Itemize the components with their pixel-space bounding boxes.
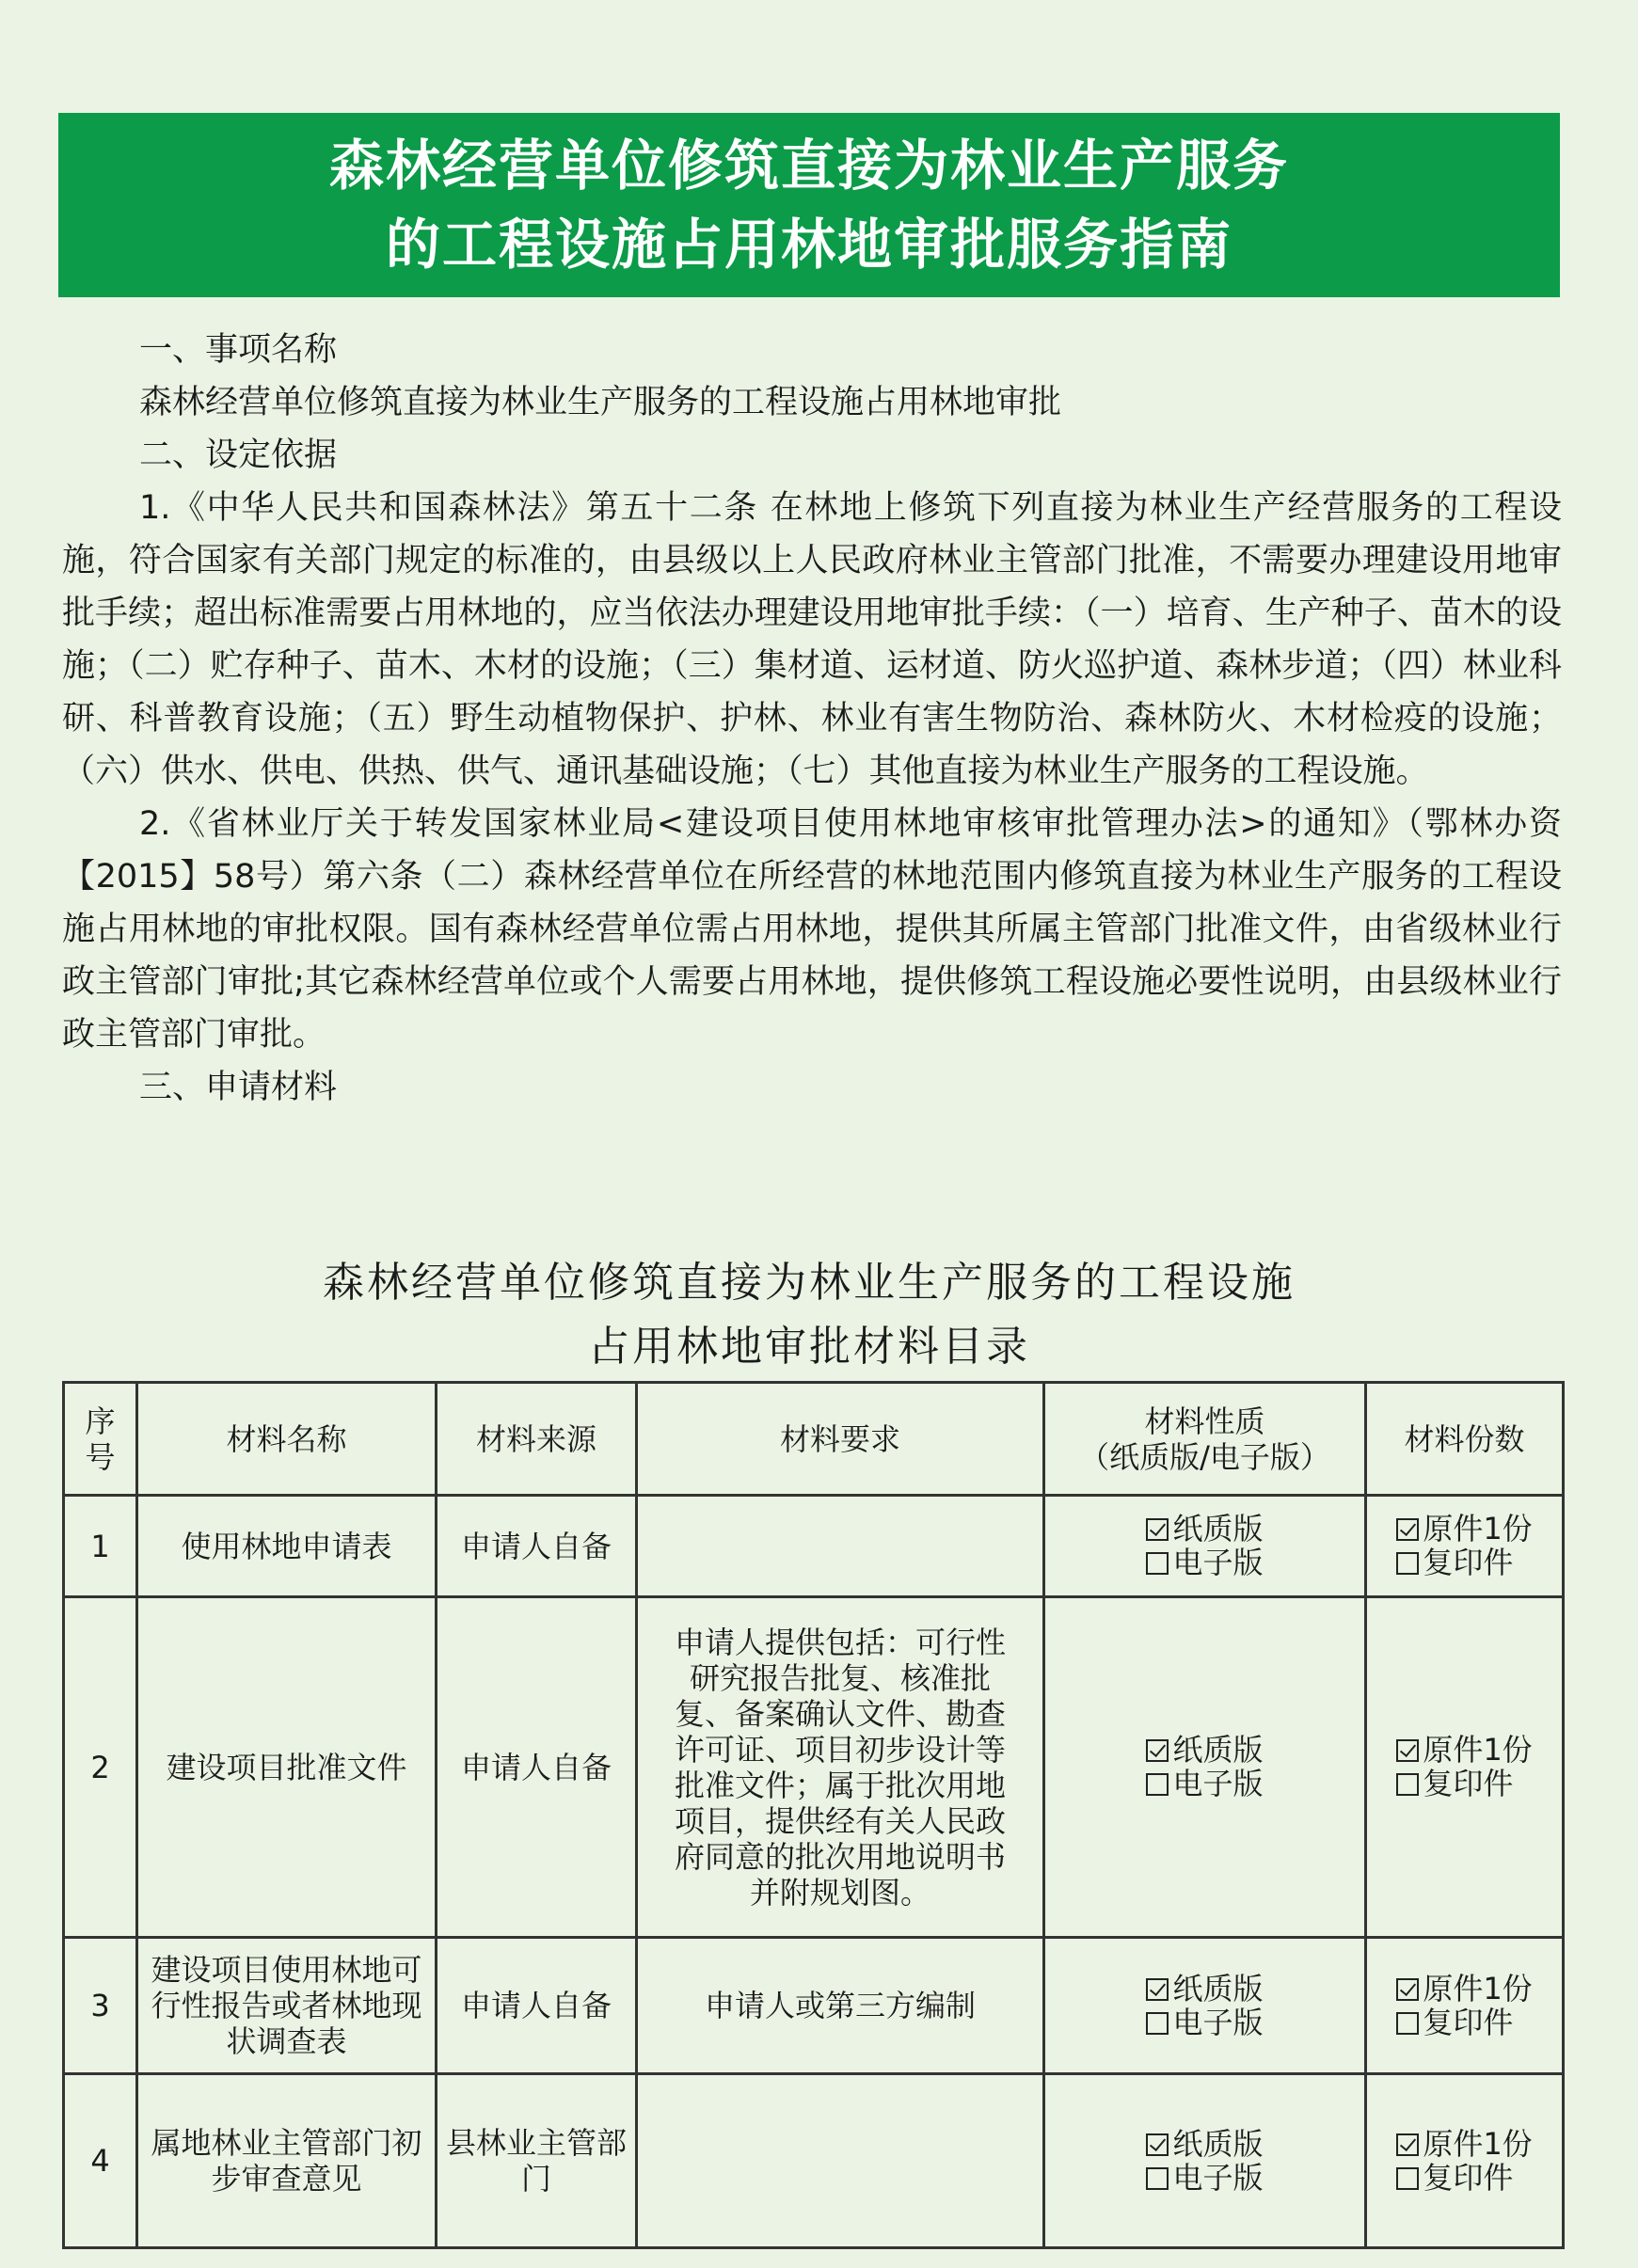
electronic-option: 电子版 — [1146, 1767, 1263, 1800]
table-title-line-2: 占用林地审批材料目录 — [588, 1323, 1030, 1371]
title-line-2: 的工程设施占用林地审批服务指南 — [385, 213, 1232, 277]
table-row — [64, 1496, 1564, 1597]
header-name: 材料名称 — [137, 1383, 437, 1496]
table-row — [64, 2074, 1564, 2248]
row-seq: 4 — [64, 2074, 137, 2248]
row-seq: 3 — [64, 1938, 137, 2074]
row-requirement: 申请人提供包括：可行性研究报告批复、核准批复、备案确认文件、勘查许可证、项目初步设计等批准文件；属于批次用地项目，提供经有关人民政府同意的批次用地说明书并附规划图。 — [637, 1597, 1044, 1938]
original-option: 原件1份 — [1396, 2127, 1532, 2161]
paper-option: 纸质版 — [1146, 1512, 1263, 1546]
table-row — [64, 1938, 1564, 2074]
row-nature — [1044, 2074, 1366, 2248]
row-source: 申请人自备 — [437, 1597, 637, 1938]
row-nature — [1044, 1938, 1366, 2074]
section-2-paragraph-2: 2.《省林业厅关于转发国家林业局<建设项目使用林地审核审批管理办法>的通知》（鄂林办资【2015】58号）第六条（二）森林经营单位在所经营的林地范围内修筑直接为林业生产服务的工程设施占用林地的审批权限。国有森林经营单位需占用林地，提供其所属主管部门批准文件，由省级林业行政主管部门审批;其它森林经营单位或个人需要占用林地，提供修筑工程设施必要性说明，由县级林业行政主管部门审批。 — [62, 805, 1562, 1054]
row-seq: 1 — [64, 1496, 137, 1597]
row-material-name: 建设项目批准文件 — [137, 1597, 437, 1938]
paper-checkbox-icon — [1146, 2133, 1169, 2156]
section-1-text: 森林经营单位修筑直接为林业生产服务的工程设施占用林地审批 — [139, 384, 1062, 421]
materials-table — [62, 1381, 1565, 2249]
original-checkbox-icon — [1396, 2133, 1419, 2156]
original-option: 原件1份 — [1396, 1972, 1532, 2006]
original-option: 原件1份 — [1396, 1733, 1532, 1767]
electronic-checkbox-icon — [1146, 1773, 1169, 1796]
header-requirement: 材料要求 — [637, 1383, 1044, 1496]
row-material-name: 使用林地申请表 — [137, 1496, 437, 1597]
title-banner — [58, 113, 1560, 297]
guide-body — [62, 324, 1562, 1114]
row-source: 申请人自备 — [437, 1938, 637, 2074]
paper-option: 纸质版 — [1146, 1733, 1263, 1767]
row-nature — [1044, 1597, 1366, 1938]
copy-checkbox-icon — [1396, 2012, 1419, 2035]
electronic-checkbox-icon — [1146, 2167, 1169, 2190]
section-3-heading: 三、申请材料 — [139, 1069, 338, 1106]
original-checkbox-icon — [1396, 1518, 1419, 1541]
row-requirement — [637, 1496, 1044, 1597]
header-copies: 材料份数 — [1366, 1383, 1564, 1496]
table-row — [64, 1597, 1564, 1938]
original-checkbox-icon — [1396, 1739, 1419, 1762]
row-copies — [1366, 1496, 1564, 1597]
section-2-heading: 二、设定依据 — [139, 436, 338, 474]
header-nature: 材料性质 （纸质版/电子版） — [1044, 1383, 1366, 1496]
copy-option: 复印件 — [1396, 1546, 1532, 1579]
paper-checkbox-icon — [1146, 1518, 1169, 1541]
paper-checkbox-icon — [1146, 1978, 1169, 2001]
section-1-heading: 一、事项名称 — [139, 331, 338, 369]
electronic-checkbox-icon — [1146, 1552, 1169, 1575]
original-option: 原件1份 — [1396, 1512, 1532, 1546]
paper-option: 纸质版 — [1146, 2127, 1263, 2161]
row-material-name: 属地林业主管部门初步审查意见 — [137, 2074, 437, 2248]
paper-checkbox-icon — [1146, 1739, 1169, 1762]
paper-option: 纸质版 — [1146, 1972, 1263, 2006]
row-seq: 2 — [64, 1597, 137, 1938]
header-source: 材料来源 — [437, 1383, 637, 1496]
header-seq: 序 号 — [64, 1383, 137, 1496]
copy-option: 复印件 — [1396, 2161, 1532, 2195]
row-copies — [1366, 2074, 1564, 2248]
table-title — [58, 1251, 1560, 1379]
row-source: 县林业主管部门 — [437, 2074, 637, 2248]
table-header-row — [64, 1383, 1564, 1496]
copy-checkbox-icon — [1396, 1552, 1419, 1575]
row-copies — [1366, 1597, 1564, 1938]
electronic-checkbox-icon — [1146, 2012, 1169, 2035]
original-checkbox-icon — [1396, 1978, 1419, 2001]
copy-option: 复印件 — [1396, 2006, 1532, 2039]
copy-checkbox-icon — [1396, 2167, 1419, 2190]
title-line-1: 森林经营单位修筑直接为林业生产服务 — [328, 134, 1289, 198]
electronic-option: 电子版 — [1146, 1546, 1263, 1579]
copy-option: 复印件 — [1396, 1767, 1532, 1800]
electronic-option: 电子版 — [1146, 2161, 1263, 2195]
row-requirement: 申请人或第三方编制 — [637, 1938, 1044, 2074]
section-2-paragraph-1: 1.《中华人民共和国森林法》第五十二条 在林地上修筑下列直接为林业生产经营服务的工程设施，符合国家有关部门规定的标准的，由县级以上人民政府林业主管部门批准，不需要办理建设用地审批手续；超出标准需要占用林地的，应当依法办理建设用地审批手续：（一）培育、生产种子、苗木的设施；（二）贮存种子、苗木、木材的设施；（三）集材道、运材道、防火巡护道、森林步道；（四）林业科研、科普教育设施；（五）野生动植物保护、护林、林业有害生物防治、森林防火、木材检疫的设施；（六）供水、供电、供热、供气、通讯基础设施；（七）其他直接为林业生产服务的工程设施。 — [62, 489, 1562, 790]
table-title-line-1: 森林经营单位修筑直接为林业生产服务的工程设施 — [323, 1259, 1296, 1307]
row-nature — [1044, 1496, 1366, 1597]
copy-checkbox-icon — [1396, 1773, 1419, 1796]
row-copies — [1366, 1938, 1564, 2074]
row-material-name: 建设项目使用林地可行性报告或者林地现状调查表 — [137, 1938, 437, 2074]
row-requirement — [637, 2074, 1044, 2248]
electronic-option: 电子版 — [1146, 2006, 1263, 2039]
row-source: 申请人自备 — [437, 1496, 637, 1597]
